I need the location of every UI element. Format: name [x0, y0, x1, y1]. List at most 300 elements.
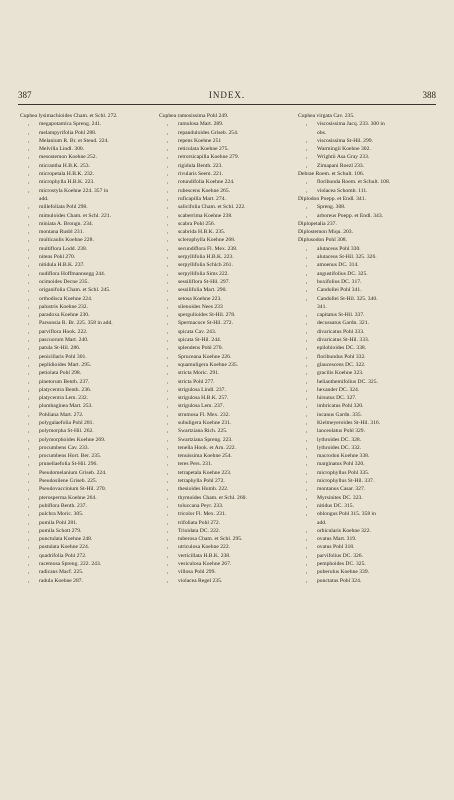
ditto-mark: ,: [167, 502, 169, 509]
entry-text: racemosa Spreng. 222. 243.: [39, 561, 102, 568]
ditto-mark: ,: [28, 237, 30, 244]
entry-text: plumbaginea Mart. 253.: [39, 403, 93, 410]
index-entry: [20, 187, 156, 195]
index-entry: [298, 411, 434, 419]
ditto-mark: ,: [28, 577, 30, 584]
entry-text: nitidula H.B.K. 237.: [39, 262, 85, 269]
index-entry: [20, 560, 156, 568]
index-entry: [298, 577, 434, 585]
index-entry: [20, 344, 156, 352]
entry-text: ruficapilla Mart. 274.: [178, 195, 226, 202]
page-number-left: 387: [18, 90, 32, 100]
index-entry: [298, 419, 434, 427]
index-entry: [159, 452, 295, 460]
entry-text: punctatus Pohl 324.: [317, 577, 362, 584]
index-entry: [20, 452, 156, 460]
entry-text: Cuphea virgata Cav. 235.: [298, 113, 355, 119]
entry-text: penicillaris Pohl 301.: [39, 353, 87, 360]
ditto-mark: ,: [167, 245, 169, 252]
entry-text: Cuphea lysimachioides Cham. et Schl. 272.: [20, 113, 118, 119]
ditto-mark: ,: [28, 187, 30, 194]
index-entry: [159, 577, 295, 585]
entry-text: ramulosa Mart. 289.: [178, 121, 224, 128]
ditto-mark: ,: [167, 519, 169, 526]
entry-text: nitidus DC. 315.: [317, 502, 354, 509]
index-continuation: [298, 129, 434, 137]
ditto-mark: ,: [28, 453, 30, 460]
ditto-mark: ,: [306, 312, 308, 319]
entry-text: pinetorum Benth. 237.: [39, 378, 90, 385]
entry-text: glaucescens DC. 322.: [317, 361, 366, 368]
entry-text: Warmingii Koehne 302.: [317, 146, 371, 153]
entry-text: tenuissima Koehne 254.: [178, 453, 232, 460]
ditto-mark: ,: [167, 469, 169, 476]
ditto-mark: ,: [167, 494, 169, 501]
page-number-right: 388: [422, 90, 436, 100]
index-continuation: [298, 303, 434, 311]
entry-text: tetrapetala Koehne 223.: [178, 469, 232, 476]
ditto-mark: ,: [306, 536, 308, 543]
entry-text: platycentra Benth. 236.: [39, 386, 92, 393]
index-entry: [298, 535, 434, 543]
entry-text: polymorpha St-Hil. 262.: [39, 428, 94, 435]
entry-text: divaricatus St-Hil. 333.: [317, 337, 370, 344]
index-entry: [20, 577, 156, 585]
entry-text: decussatus Gardn. 321.: [317, 320, 369, 327]
ditto-mark: ,: [167, 262, 169, 269]
entry-text: spergulioides St-Hil. 278.: [178, 312, 236, 319]
entry-text: Pohliana Mart. 272.: [39, 411, 84, 418]
index-heading: [159, 112, 295, 120]
index-entry: [298, 137, 434, 145]
index-entry: [159, 278, 295, 286]
index-entry: [298, 162, 434, 170]
entry-text: scabrida H.B.K. 235.: [178, 229, 226, 236]
entry-text: repens Koehne 251: [178, 137, 222, 144]
index-entry: [298, 460, 434, 468]
entry-text: Trioidata DC. 222.: [178, 527, 221, 534]
ditto-mark: ,: [28, 353, 30, 360]
entry-text: villosa Pohl 299.: [178, 569, 216, 576]
ditto-mark: ,: [167, 345, 169, 352]
index-entry: [159, 253, 295, 261]
entry-text: Diplopetalia 237.: [298, 220, 337, 227]
ditto-mark: ,: [167, 569, 169, 576]
index-entry: [20, 427, 156, 435]
ditto-mark: ,: [28, 536, 30, 543]
entry-text: Myrsinites DC. 323.: [317, 494, 363, 501]
entry-text: floribundus Pohl 332.: [317, 353, 366, 360]
ditto-mark: ,: [28, 494, 30, 501]
ditto-mark: ,: [28, 428, 30, 435]
ditto-mark: ,: [306, 469, 308, 476]
index-entry: [298, 485, 434, 493]
entry-text: obs.: [317, 129, 327, 136]
index-entry: [298, 278, 434, 286]
index-heading: [298, 112, 434, 120]
entry-text: peplidioides Mart. 295.: [39, 361, 92, 368]
entry-text: Zimapani Roezl 233.: [317, 162, 365, 169]
entry-text: silenoides Nees 233: [178, 303, 223, 310]
index-entry: [20, 270, 156, 278]
index-entry: [20, 178, 156, 186]
entry-text: divaricatus Pohl 333.: [317, 328, 365, 335]
entry-text: punctulata Koehne 248.: [39, 536, 93, 543]
entry-text: gracilis Koehne 323.: [317, 370, 364, 377]
ditto-mark: ,: [167, 278, 169, 285]
ditto-mark: ,: [28, 162, 30, 169]
entry-text: mimuloides Cham. et Schl. 221.: [39, 212, 111, 219]
entry-text: thesioides Humb. 222.: [178, 486, 229, 493]
ditto-mark: ,: [28, 220, 30, 227]
index-entry: [20, 460, 156, 468]
entry-text: capitatus St-Hil. 337.: [317, 312, 365, 319]
entry-text: Swartziana Spreng. 223.: [178, 436, 233, 443]
ditto-mark: ,: [167, 237, 169, 244]
index-heading: [20, 112, 156, 120]
ditto-mark: ,: [167, 561, 169, 568]
entry-text: squamuligera Koehne 235.: [178, 361, 239, 368]
index-heading: [298, 228, 434, 236]
ditto-mark: ,: [28, 478, 30, 485]
index-entry: [20, 519, 156, 527]
index-entry: [159, 386, 295, 394]
index-entry: [20, 469, 156, 477]
ditto-mark: ,: [167, 171, 169, 178]
ditto-mark: ,: [167, 254, 169, 261]
index-entry: [298, 402, 434, 410]
entry-text: petiolata Pohl 298.: [39, 370, 82, 377]
index-entry: [298, 319, 434, 327]
entry-text: pascuorum Mart. 240.: [39, 337, 89, 344]
entry-text: patula St-Hil. 286.: [39, 345, 81, 352]
entry-text: thymoides Cham. et Schl. 260.: [178, 494, 247, 501]
index-entry: [159, 311, 295, 319]
entry-text: prunellaefolia St-Hil. 296.: [39, 461, 98, 468]
entry-text: pubiflora Benth. 237.: [39, 502, 87, 509]
entry-text: toluccana Peyr. 233.: [178, 502, 224, 509]
ditto-mark: ,: [167, 195, 169, 202]
index-entry: [159, 361, 295, 369]
ditto-mark: ,: [167, 212, 169, 219]
index-entry: [20, 319, 156, 327]
ditto-mark: ,: [167, 577, 169, 584]
index-entry: [20, 162, 156, 170]
index-entry: [298, 253, 434, 261]
entry-text: strumosa Fl. Mex. 232.: [178, 411, 230, 418]
ditto-mark: ,: [306, 270, 308, 277]
ditto-mark: ,: [167, 162, 169, 169]
index-entry: [20, 286, 156, 294]
page-header: [18, 90, 436, 102]
ditto-mark: ,: [306, 502, 308, 509]
entry-text: ocimoides Decne 235.: [39, 278, 89, 285]
ditto-mark: ,: [28, 361, 30, 368]
entry-text: stricta Pohl 277.: [178, 378, 215, 385]
entry-text: tuberosa Cham. et Schl. 295.: [178, 536, 243, 543]
entry-text: pulchra Moric. 305.: [39, 511, 84, 518]
entry-text: nitens Pohl 270.: [39, 254, 76, 261]
entry-text: splendens Pohl 270.: [178, 345, 223, 352]
index-entry: [20, 535, 156, 543]
index-column-2: [159, 112, 295, 585]
index-entry: [159, 378, 295, 386]
ditto-mark: ,: [306, 486, 308, 493]
entry-text: puberulus Koehne 339.: [317, 569, 370, 576]
index-entry: [298, 560, 434, 568]
index-entry: [20, 419, 156, 427]
ditto-mark: ,: [28, 295, 30, 302]
entry-text: quadrifolia Pohl 272.: [39, 552, 87, 559]
ditto-mark: ,: [28, 146, 30, 153]
index-entry: [298, 295, 434, 303]
index-entry: [298, 270, 434, 278]
index-entry: [159, 328, 295, 336]
ditto-mark: ,: [306, 137, 308, 144]
index-entry: [298, 502, 434, 510]
index-entry: [298, 336, 434, 344]
index-entry: [20, 212, 156, 220]
index-continuation: [298, 519, 434, 527]
ditto-mark: ,: [306, 395, 308, 402]
index-entry: [159, 460, 295, 468]
ditto-mark: ,: [167, 527, 169, 534]
entry-text: stricta Moric. 291.: [178, 370, 220, 377]
index-entry: [159, 153, 295, 161]
index-entry: [159, 502, 295, 510]
ditto-mark: ,: [167, 436, 169, 443]
entry-text: sclerophylla Koehne 268.: [178, 237, 236, 244]
index-entry: [298, 203, 434, 211]
entry-text: Spermacoce St-Hil. 272.: [178, 320, 233, 327]
ditto-mark: ,: [306, 287, 308, 294]
ditto-mark: ,: [28, 511, 30, 518]
ditto-mark: ,: [306, 544, 308, 551]
entry-text: imbricatus Pohl 320.: [317, 403, 364, 410]
entry-text: lythroides DC. 328.: [317, 436, 362, 443]
entry-text: subuligera Koehne 231.: [178, 419, 232, 426]
entry-text: nudiflora Hoffmannsegg 244.: [39, 270, 106, 277]
entry-text: megapotamica Spreng. 241.: [39, 121, 102, 128]
ditto-mark: ,: [28, 569, 30, 576]
ditto-mark: ,: [167, 478, 169, 485]
ditto-mark: ,: [28, 469, 30, 476]
entry-text: Wrightii Asa Gray 233.: [317, 154, 370, 161]
entry-text: lythroides DC. 332.: [317, 444, 362, 451]
index-entry: [20, 568, 156, 576]
entry-text: Diplostemon Miqu. 203.: [298, 229, 354, 236]
index-entry: [298, 436, 434, 444]
index-entry: [298, 386, 434, 394]
index-entry: [20, 228, 156, 236]
entry-text: pumila Schott 279.: [39, 527, 82, 534]
index-column-3: [298, 112, 434, 585]
index-entry: [20, 245, 156, 253]
entry-text: utriculosa Koehne 222.: [178, 544, 231, 551]
entry-text: rotundifolia Koehne 224.: [178, 179, 235, 186]
index-entry: [298, 187, 434, 195]
entry-text: strigulosa Lindl. 237.: [178, 386, 226, 393]
ditto-mark: ,: [28, 229, 30, 236]
ditto-mark: ,: [306, 262, 308, 269]
entry-text: multiflora Lodd. 238.: [39, 245, 88, 252]
entry-text: pterosperma Koehne 264.: [39, 494, 97, 501]
ditto-mark: ,: [306, 337, 308, 344]
entry-text: rivularis Seem. 221.: [178, 171, 224, 178]
ditto-mark: ,: [28, 519, 30, 526]
index-entry: [20, 137, 156, 145]
index-entry: [159, 187, 295, 195]
ditto-mark: ,: [28, 121, 30, 128]
entry-text: procumbens Cav. 233.: [39, 444, 89, 451]
index-entry: [159, 402, 295, 410]
index-entry: [20, 543, 156, 551]
entry-text: buxifolius DC. 317.: [317, 278, 362, 285]
index-entry: [159, 543, 295, 551]
ditto-mark: ,: [306, 378, 308, 385]
index-entry: [20, 485, 156, 493]
ditto-mark: ,: [28, 254, 30, 261]
index-entry: [159, 195, 295, 203]
ditto-mark: ,: [306, 353, 308, 360]
index-entry: [298, 378, 434, 386]
entry-text: Debrae Roem. et Schult. 106.: [298, 171, 365, 178]
index-entry: [20, 444, 156, 452]
entry-text: 341.: [317, 303, 327, 310]
entry-text: polygalaefolia Pohl 281.: [39, 419, 94, 426]
ditto-mark: ,: [167, 486, 169, 493]
entry-text: repanduloides Griseb. 254.: [178, 129, 239, 136]
ditto-mark: ,: [28, 262, 30, 269]
ditto-mark: ,: [28, 245, 30, 252]
index-entry: [159, 203, 295, 211]
index-entry: [298, 328, 434, 336]
entry-text: spicata St-Hil. 244.: [178, 337, 222, 344]
ditto-mark: ,: [306, 121, 308, 128]
entry-text: origanifolia Cham. et Schl. 245.: [39, 287, 111, 294]
entry-text: Swartziana Rich. 225.: [178, 428, 228, 435]
entry-text: platycentra Lem. 232.: [39, 395, 89, 402]
index-entry: [159, 353, 295, 361]
entry-text: serpyllifolia H.B.K. 223.: [178, 254, 234, 261]
index-entry: [298, 369, 434, 377]
index-entry: [159, 286, 295, 294]
ditto-mark: ,: [167, 270, 169, 277]
ditto-mark: ,: [167, 121, 169, 128]
entry-text: tenella Hook. et Arn. 222.: [178, 444, 236, 451]
index-entry: [20, 502, 156, 510]
entry-text: Kielmeyeroides St-Hil. 316.: [317, 419, 381, 426]
ditto-mark: ,: [167, 137, 169, 144]
entry-text: Melvilla Lindl. 300.: [39, 146, 85, 153]
index-entry: [20, 129, 156, 137]
index-entry: [20, 386, 156, 394]
ditto-mark: ,: [28, 378, 30, 385]
ditto-mark: ,: [306, 320, 308, 327]
entry-text: orthodisca Koehne 224.: [39, 295, 93, 302]
entry-text: oblongus Pohl 315. 358 in: [317, 511, 376, 518]
entry-text: ovatus Pohl 318.: [317, 544, 355, 551]
entry-text: trifoliata Pohl 272.: [178, 519, 221, 526]
index-entry: [298, 568, 434, 576]
ditto-mark: ,: [167, 453, 169, 460]
ditto-mark: ,: [167, 312, 169, 319]
entry-text: tetraphylla Pohl 272.: [178, 478, 225, 485]
ditto-mark: ,: [28, 171, 30, 178]
entry-text: marginatus Pohl 320.: [317, 461, 365, 468]
index-entry: [20, 153, 156, 161]
index-heading: [298, 170, 434, 178]
ditto-mark: ,: [306, 577, 308, 584]
entry-text: alutaceus Pohl 330.: [317, 245, 361, 252]
entry-text: violacea Regel 235.: [178, 577, 223, 584]
index-entry: [20, 170, 156, 178]
ditto-mark: ,: [28, 436, 30, 443]
ditto-mark: ,: [167, 320, 169, 327]
index-entry: [298, 527, 434, 535]
entry-text: vesiculosa Koehne 267.: [178, 561, 232, 568]
ditto-mark: ,: [306, 295, 308, 302]
ditto-mark: ,: [167, 552, 169, 559]
entry-text: angustifolius DC. 325.: [317, 270, 368, 277]
index-entry: [298, 153, 434, 161]
ditto-mark: ,: [167, 220, 169, 227]
entry-text: pemphoides DC. 325.: [317, 561, 366, 568]
ditto-mark: ,: [306, 328, 308, 335]
ditto-mark: ,: [306, 278, 308, 285]
index-entry: [298, 344, 434, 352]
entry-text: sessiliflora St-Hil. 297.: [178, 278, 230, 285]
entry-text: ovatus Mart. 319.: [317, 536, 357, 543]
ditto-mark: ,: [167, 361, 169, 368]
entry-text: teres Pers. 231.: [178, 461, 213, 468]
entry-text: palustris Koehne 232.: [39, 303, 88, 310]
entry-text: parviflora Hook. 222.: [39, 328, 88, 335]
index-entry: [159, 369, 295, 377]
ditto-mark: ,: [28, 154, 30, 161]
index-entry: [159, 568, 295, 576]
index-entry: [159, 527, 295, 535]
entry-text: microstyla Koehne 224. 357 in: [39, 187, 109, 194]
index-entry: [298, 261, 434, 269]
ditto-mark: ,: [28, 561, 30, 568]
index-entry: [20, 311, 156, 319]
index-entry: [298, 120, 434, 128]
index-entry: [20, 253, 156, 261]
index-entry: [159, 319, 295, 327]
entry-text: viscosissima Jacq. 233. 300 in: [317, 121, 385, 128]
entry-text: millefoliata Pohl 298.: [39, 204, 88, 211]
index-entry: [20, 369, 156, 377]
ditto-mark: ,: [167, 370, 169, 377]
ditto-mark: ,: [28, 411, 30, 418]
ditto-mark: ,: [28, 278, 30, 285]
ditto-mark: ,: [167, 129, 169, 136]
ditto-mark: ,: [306, 187, 308, 194]
index-entry: [20, 411, 156, 419]
index-entry: [159, 270, 295, 278]
index-entry: [159, 444, 295, 452]
ditto-mark: ,: [167, 295, 169, 302]
index-entry: [159, 519, 295, 527]
index-entry: [298, 212, 434, 220]
index-entry: [20, 145, 156, 153]
ditto-mark: ,: [28, 212, 30, 219]
index-entry: [298, 494, 434, 502]
index-entry: [20, 402, 156, 410]
index-entry: [159, 469, 295, 477]
ditto-mark: ,: [306, 444, 308, 451]
